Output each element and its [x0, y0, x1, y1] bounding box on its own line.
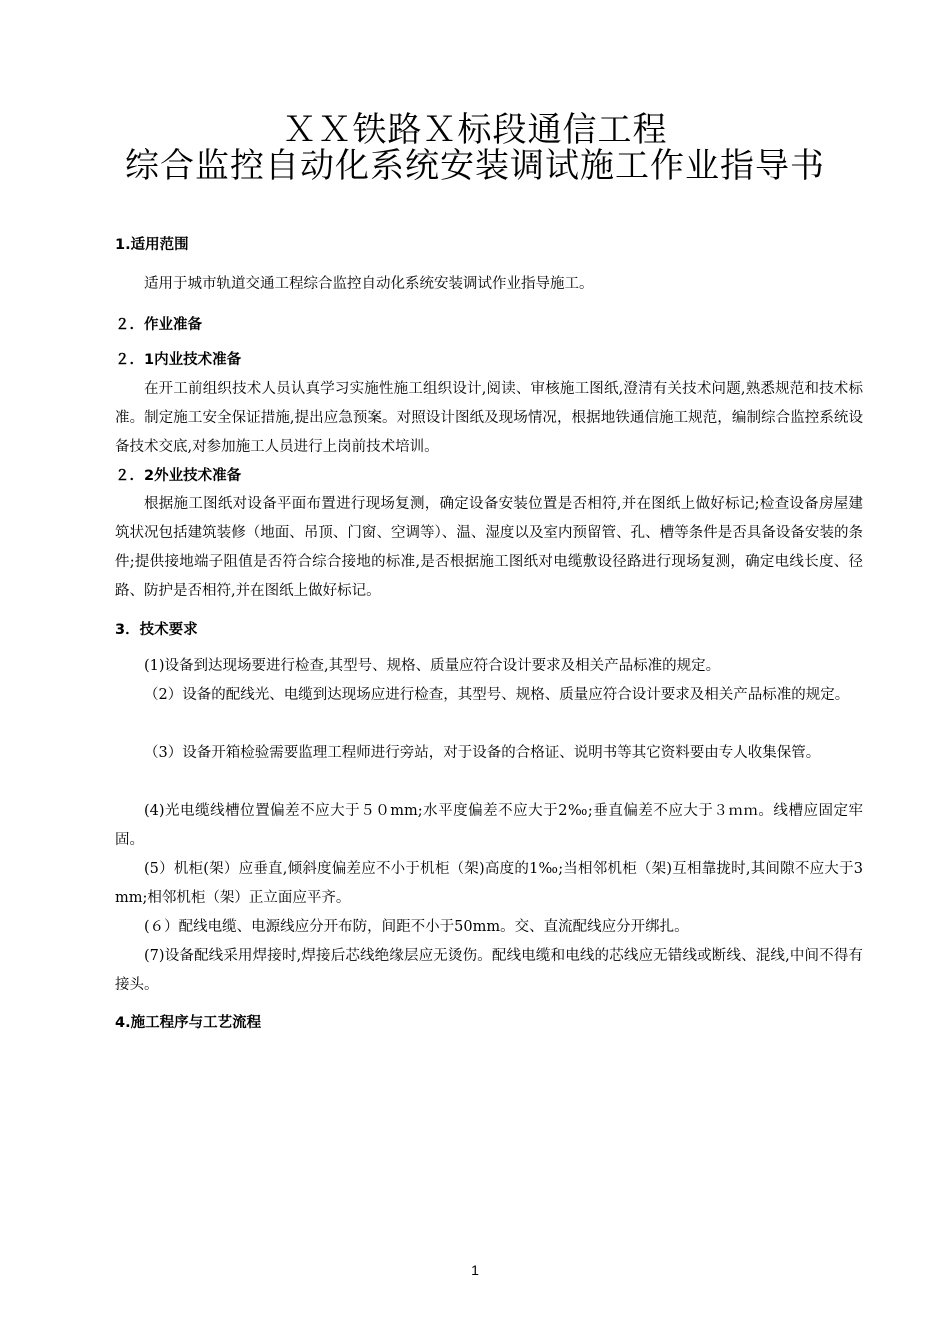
requirement-item-7: (7)设备配线采用焊接时,焊接后芯线绝缘层应无烫伤。配线电缆和电线的芯线应无错线或断线、混线,中间不得有接头。: [115, 948, 863, 993]
section-2-heading: ２．作业准备: [115, 317, 202, 333]
requirement-item-4: (4)光电缆线槽位置偏差不应大于５０mm;水平度偏差不应大于2‰;垂直偏差不应大于３ｍｍ。线槽应固定牢固。: [115, 803, 863, 848]
requirement-item-5: (5）机柜(架）应垂直,倾斜度偏差应不小于机柜（架)高度的1‰;当相邻机柜（架)互相靠拢时,其间隙不应大于3mm;相邻机柜（架）正立面应平齐。: [115, 861, 863, 906]
page-number: 1: [471, 1262, 479, 1278]
section-1-text: 适用于城市轨道交通工程综合监控自动化系统安装调试作业指导施工。: [144, 276, 594, 292]
section-4-heading: 4.施工程序与工艺流程: [115, 1015, 262, 1031]
section-2-2-heading: ２．2外业技术准备: [115, 468, 242, 484]
requirement-item-3: （3）设备开箱检验需要监理工程师进行旁站，对于设备的合格证、说明书等其它资料要由专人收集保管。: [144, 745, 821, 761]
section-2-1-heading: ２．1内业技术准备: [115, 352, 242, 368]
requirement-item-1: (1)设备到达现场要进行检查,其型号、规格、质量应符合设计要求及相关产品标准的规定。: [144, 658, 721, 674]
requirement-item-6: (６）配线电缆、电源线应分开布防，间距不小于50mm。交、直流配线应分开绑扎。: [144, 919, 689, 935]
section-2-2-text: 根据施工图纸对设备平面布置进行现场复测，确定设备安装位置是否相符,并在图纸上做好标记;检查设备房屋建筑状况包括建筑装修（地面、吊顶、门窗、空调等）、温、湿度以及室内预留管、孔、槽等条件是否具备设备安装的条件;提供接地端子阻值是否符合综合接地的标准,是否根据施工图纸对电缆敷设径路进行现场复测，确定电线长度、径路、防护是否相符,并在图纸上做好标记。: [115, 496, 863, 599]
section-3-heading: 3．技术要求: [115, 622, 198, 638]
document-title-line-2: 综合监控自动化系统安装调试施工作业指导书: [125, 146, 825, 186]
requirement-item-2: （2）设备的配线光、电缆到达现场应进行检查，其型号、规格、质量应符合设计要求及相关产品标准的规定。: [144, 687, 850, 703]
section-2-1-text: 在开工前组织技术人员认真学习实施性施工组织设计,阅读、审核施工图纸,澄清有关技术问题,熟悉规范和技术标准。制定施工安全保证措施,提出应急预案。对照设计图纸及现场情况，根据地铁通信施工规范，编制综合监控系统设备技术交底,对参加施工人员进行上岗前技术培训。: [115, 381, 863, 455]
document-title-line-1: ＸＸ铁路Ｘ标段通信工程: [282, 110, 668, 150]
section-1-heading: 1.适用范围: [115, 237, 189, 253]
